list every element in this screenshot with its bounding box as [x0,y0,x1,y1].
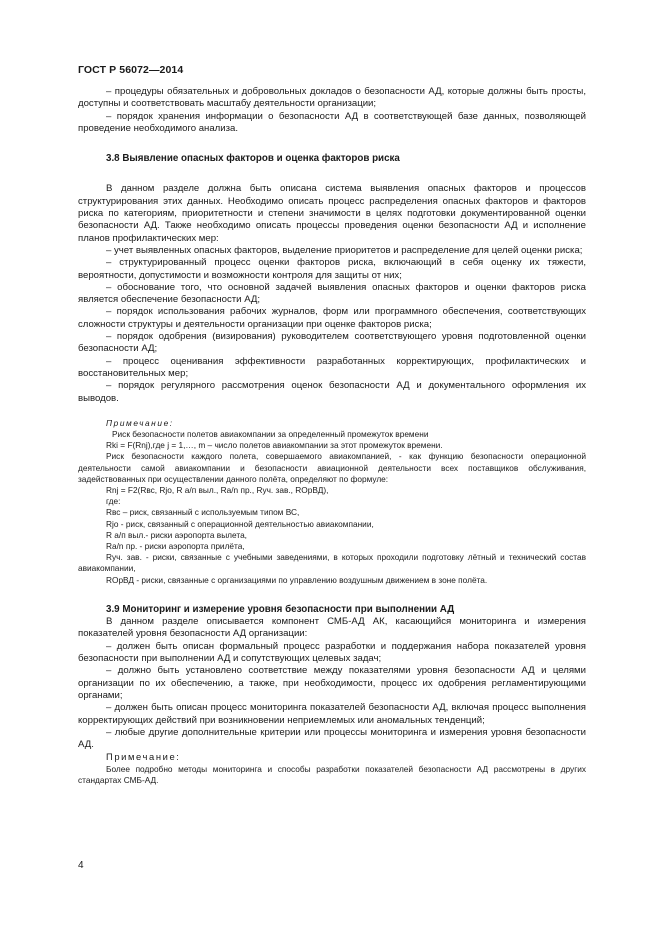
section-3-9-paragraph: В данном разделе описывается компонент СМБ-АД АК, касающийся мониторинга и измерения показателей уровня безопасности АД организации: [78,616,586,640]
page-content [78,86,586,786]
intro-item: – процедуры обязательных и добровольных докладов о безопасности АД, которые должны быть просты, доступны и соответствовать масштабу деятельности организации; [78,86,586,110]
section-3-9-list-item: – должно быть установлено соответствие между показателями уровня безопасности АД и целями организации по их обеспечению, а также, при необходимости, процесс их одобрения регламентирующими органами; [78,665,586,701]
section-3-8-list-item: – учет выявленных опасных факторов, выделение приоритетов и распределение для целей оценки риска; [106,244,583,256]
note-line: Риск безопасности каждого полета, совершаемого авиакомпанией, - как функцию безопасности операционной деятельности самой авиакомпании и безопасности авиационной деятельности всех поставщиков обслуживания, задействованных при осуществлении данного полёта, определяют по формуле: [78,451,586,484]
section-3-9-list-item: – любые другие дополнительные критерии или процессы мониторинга и измерения уровня безопасности АД. [78,726,586,751]
note-line: Rуч. зав. - риски, связанные с учебными заведениями, в которых проходили подготовку лётный и технический состав авиакомпании, [78,552,586,574]
note-label: Примечание: [106,751,181,763]
note-formula: Rnj = F2(Rвс, Rjo, R а/п выл., Ra/n пр., Rуч. зав., ROрВД), [106,485,329,496]
section-3-9-list-item: – должен быть описан процесс мониторинга показателей безопасности АД, включая процесс выполнения корректирующих действий при возникновении неприемлемых или аномальных тенденций; [78,702,586,726]
note-line: Rjo - риск, связанный с операционной деятельностью авиакомпании, [106,518,374,529]
section-3-8-list-item: – структурированный процесс оценки факторов риска, включающий в себя оценку их тяжести, вероятности, допустимости и возможности контроля для защиты от них; [78,257,586,281]
section-3-8-title: 3.8 Выявление опасных факторов и оценка факторов риска [106,153,400,165]
note-label: Примечание: [106,417,174,428]
note-line: Риск безопасности полетов авиакомпании за определенный промежуток времени [112,429,429,440]
note-line: Ra/n пр. - риски аэропорта прилёта, [106,541,245,552]
note-text: Более подробно методы мониторинга и способы разработки показателей безопасности АД рассмотрены в других стандартах СМБ-АД. [78,763,586,785]
note-formula: Rki = F(Rnj),где j = 1,…, m – число полетов авиакомпании за этот промежуток времени. [106,440,443,451]
note-line: Rвс – риск, связанный с используемым типом ВС, [106,507,300,518]
document-header: ГОСТ Р 56072—2014 [78,64,184,76]
section-3-8-list-item: – порядок одобрения (визирования) руководителем соответствующего уровня подготовленной оценки безопасности АД; [78,331,586,355]
section-3-8-paragraph: В данном разделе должна быть описана система выявления опасных факторов и процессов структурирования этих данных. Необходимо описать процесс распределения опасных факторов и факторов риска по категориям, приоритетности и степени значимости в целях подготовки документированной оценки безопасности АД. Также необходимо описать процессы проведения оценки безопасности АД и исполнение планов профилактических мер: [78,183,586,244]
section-3-9-list-item: – должен быть описан формальный процесс разработки и поддержания набора показателей уровня безопасности при выполнении АД и сопутствующих целевых задач; [78,640,586,665]
page-number: 4 [78,860,84,871]
intro-item: – порядок хранения информации о безопасности АД в соответствующей базе данных, позволяющей проведение необходимого анализа. [78,110,586,134]
section-3-8-list-item: – процесс оценивания эффективности разработанных корректирующих, профилактических и восстановительных мер; [78,355,586,379]
note-line: где: [106,496,121,507]
note-line: ROрВД - риски, связанные с организациями по управлению воздушным движением в зоне полёта. [106,574,488,585]
section-3-8-list-item: – порядок регулярного рассмотрения оценок безопасности АД и документального оформления их выводов. [78,380,586,404]
note-line: R а/п выл.- риски аэропорта вылета, [106,529,247,540]
section-3-8-list-item: – порядок использования рабочих журналов, форм или программного обеспечения, соответствующих сложности структуры и деятельности организации при оценке факторов риска; [78,306,586,330]
section-3-9-note [78,764,586,786]
section-3-8-note [78,418,586,586]
section-3-9-title: 3.9 Мониторинг и измерение уровня безопасности при выполнении АД [106,603,455,615]
section-3-8-list-item: – обоснование того, что основной задачей выявления опасных факторов и оценки факторов риска является обеспечение безопасности АД; [78,281,586,306]
